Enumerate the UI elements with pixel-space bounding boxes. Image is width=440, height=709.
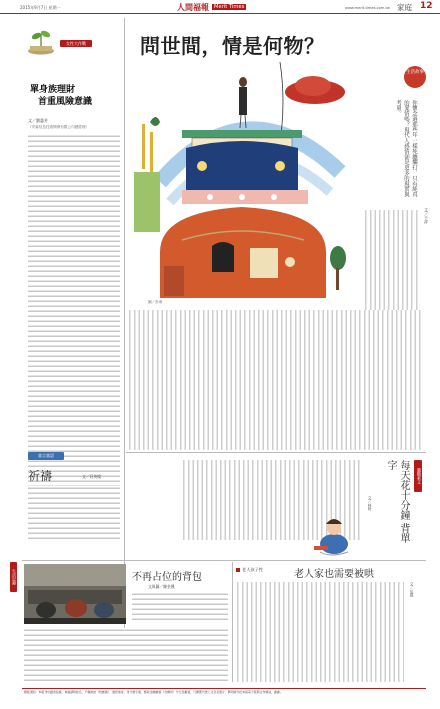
elder-section-tag [236, 568, 240, 572]
bag-side-tag: 生活記趣 [10, 562, 17, 592]
kids-title: 祈禱 [28, 469, 53, 483]
illustration-caption: 圖／洛桑 [148, 300, 163, 304]
career-section-tag: 職觀素文 [414, 460, 422, 492]
issue-date: 2015年9月7日 星期一 [20, 5, 61, 10]
site-url: www.merit-times.com.tw [345, 6, 390, 10]
newspaper-logo-en: Merit Times [214, 4, 245, 10]
footer-notice: 閱報須知：本版刊出讀者投稿，來稿請附姓名、戶籍地址（附郵遞）、通訊地址、身分證字號、郵政金融帳號（含郵局）分行及帳號，凡獲選刊登之文章及照片，將同時刊於本報電子報與合作網站，謝謝。 [24, 690, 283, 694]
house-illustration [130, 62, 362, 302]
career-illustration [300, 512, 360, 558]
feature-title: 問世間，情是何物？ [140, 34, 325, 58]
bottom-column-divider [232, 562, 233, 682]
newspaper-logo: 人間福報 [177, 2, 209, 12]
column-name-badge: 女性大作戰 [60, 40, 92, 47]
section-name: 家庭 [397, 3, 412, 12]
article-title-line2: 首重風險意識 [38, 97, 93, 107]
article-title-line1: 單身族理財 [30, 85, 76, 95]
feature-deck: 你懷念過那些年一樣死纏爛打、只有純真的愛情嗎？現代人感情卻是更多的現實與考量。 [395, 100, 417, 198]
feature-body [128, 310, 422, 450]
money-illustration [24, 28, 58, 56]
feature-body-top [364, 210, 420, 310]
elder-byline: 文／吳霞 [410, 582, 415, 598]
kids-section-tag: 童言童語 [28, 452, 64, 460]
bottom-divider [22, 560, 426, 561]
elder-body [236, 582, 404, 682]
kids-byline: 文／莊茂燦 [82, 474, 101, 479]
article-body [28, 134, 120, 524]
life-story-badge-label: 生活故事 [406, 70, 424, 75]
section-divider [126, 452, 426, 453]
bag-title: 不再占位的背包 [132, 572, 202, 583]
kids-body [28, 486, 120, 542]
bag-body-top [132, 592, 228, 622]
feature-byline: 文／于祥 [424, 208, 429, 224]
elder-section-label: 老人孩子性 [242, 567, 263, 572]
elder-title: 老人家也需要被哄 [294, 569, 374, 580]
career-title: 每天花十分鐘 背單字 [385, 460, 409, 544]
page-number: 12 [420, 1, 433, 11]
bag-photo [24, 564, 126, 624]
bag-byline: 文與圖／陳金鳳 [148, 584, 175, 589]
byline: 文／劉惠芳 [28, 118, 48, 123]
author-affiliation: （安睿信息技術開發有限公司總經理） [28, 125, 90, 129]
career-byline: 文／林珍 [368, 496, 373, 512]
bag-body [24, 628, 228, 684]
